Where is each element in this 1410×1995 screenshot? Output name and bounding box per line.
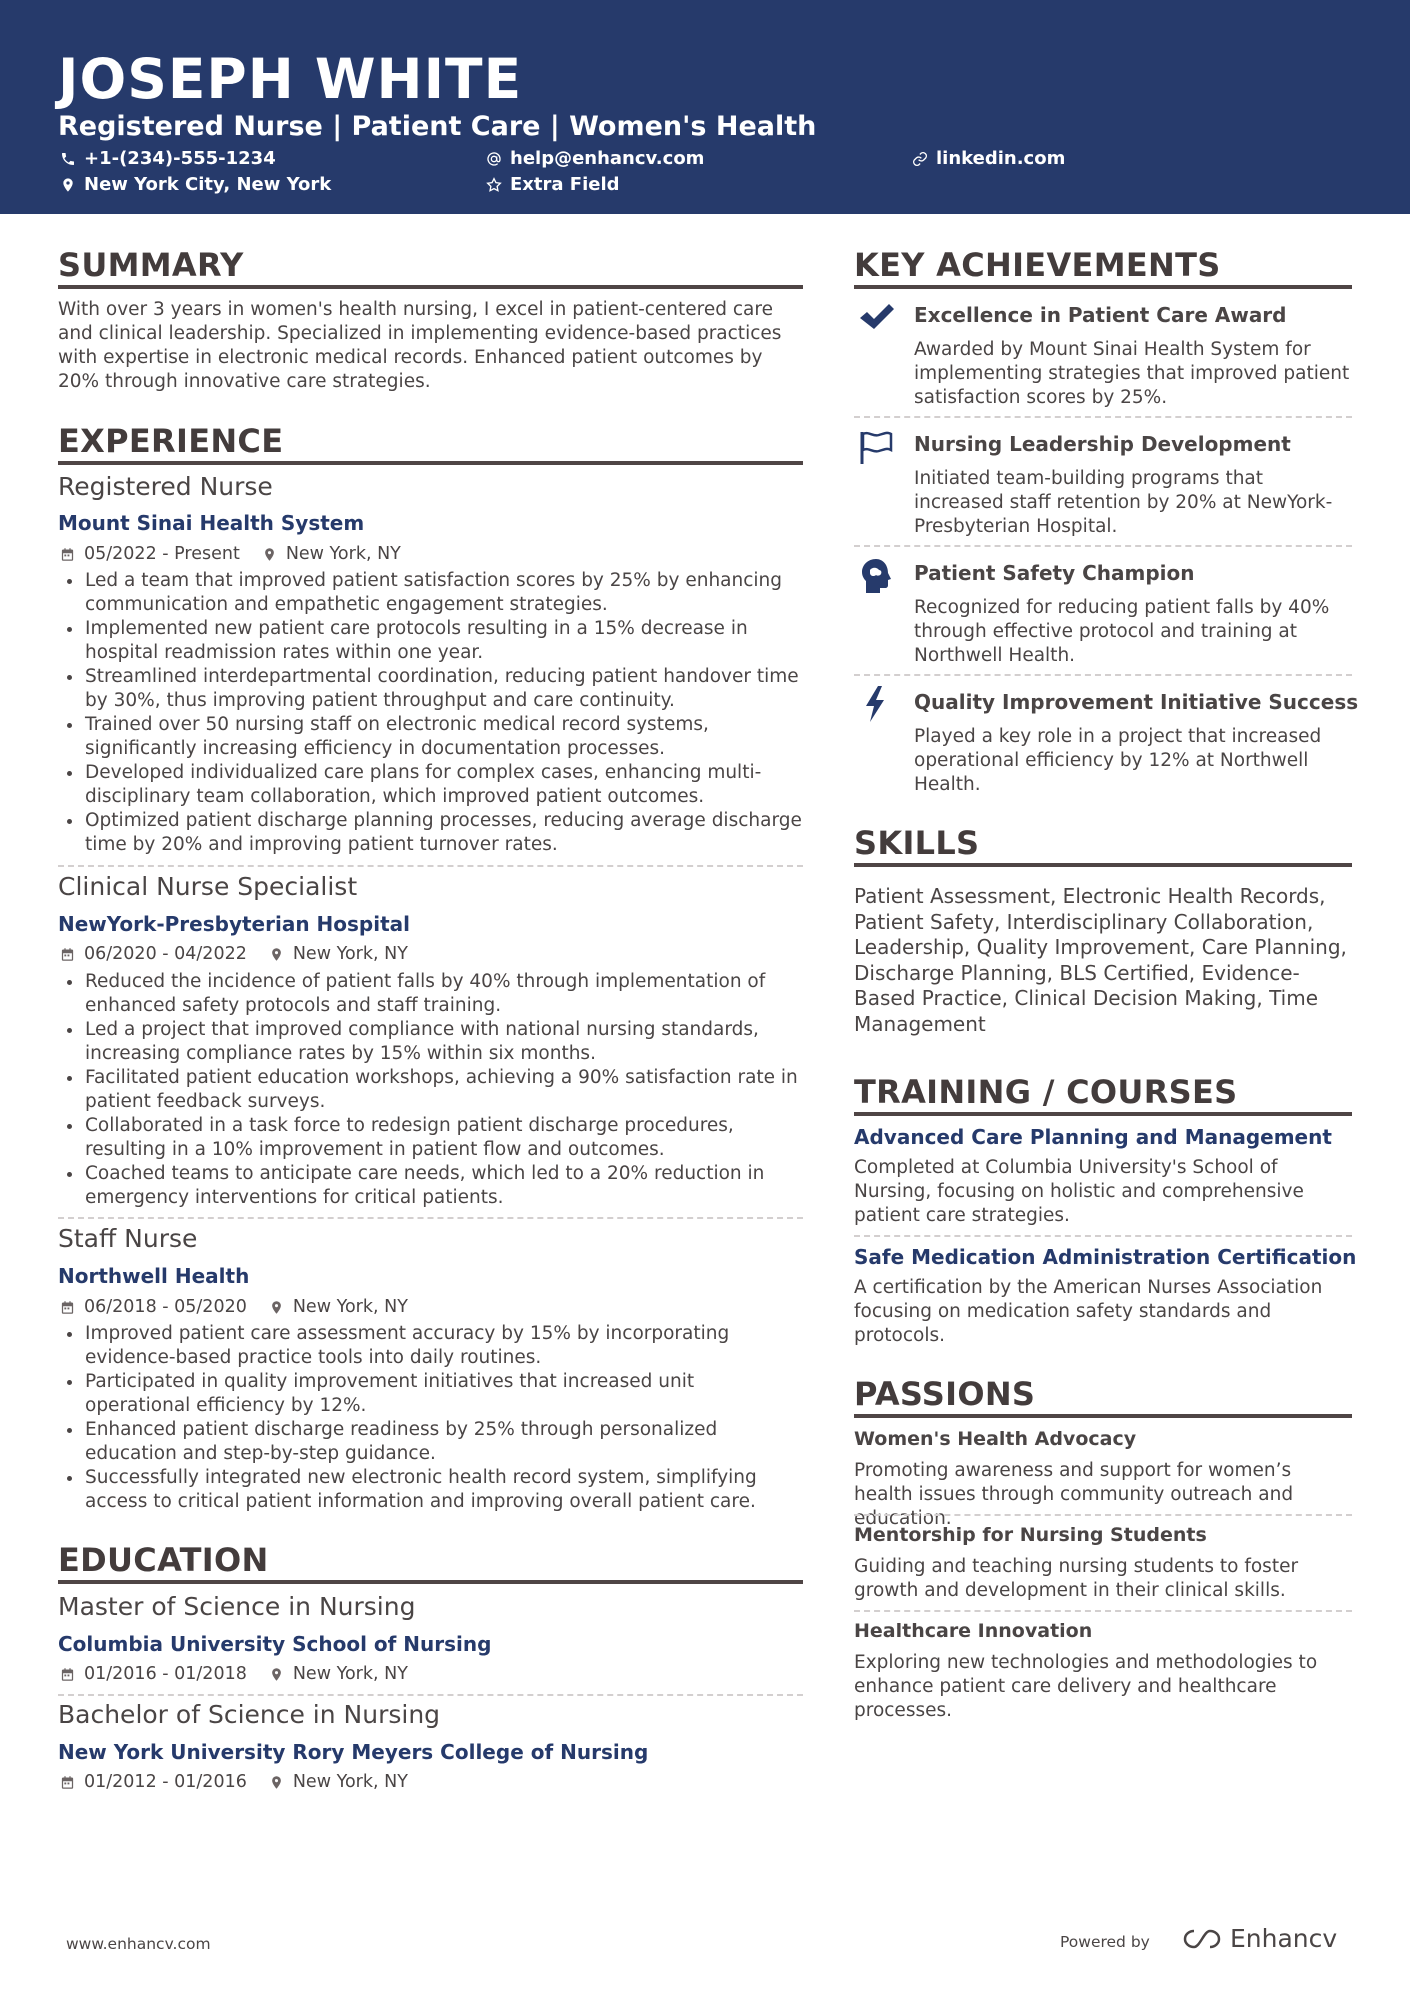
- contact-linkedin[interactable]: [912, 148, 1065, 170]
- flag-icon: [856, 428, 896, 468]
- experience-heading: EXPERIENCE: [58, 422, 284, 460]
- job-bullet: Participated in quality improvement initiatives that increased unit operational efficiency by 12%.: [58, 1370, 803, 1418]
- passion-desc: Exploring new technologies and methodologies to enhance patient care delivery and healthcare processes.: [854, 1652, 1318, 1721]
- location-pin-icon: [269, 1775, 284, 1790]
- calendar-icon: [60, 1667, 75, 1682]
- location-pin-icon: [269, 947, 284, 962]
- job-bullets: [58, 1322, 803, 1514]
- job-bullet: Led a project that improved compliance with national nursing standards, increasing compliance rates by 15% within six months.: [58, 1018, 803, 1066]
- footer-powered-by: Powered by: [1060, 1933, 1150, 1951]
- enhancv-logo-icon: [1180, 1925, 1224, 1953]
- linkedin-text: linkedin.com: [936, 148, 1066, 169]
- education-divider-dashed: [58, 1694, 803, 1696]
- calendar-icon: [60, 947, 75, 962]
- location-pin-icon: [60, 177, 76, 193]
- job-bullet: Enhanced patient discharge readiness by 25% through personalized education and step-by-step guidance.: [58, 1418, 803, 1466]
- education-location: New York, NY: [292, 1772, 408, 1792]
- achievement-divider: [854, 674, 1352, 676]
- passion-desc: Guiding and teaching nursing students to foster growth and development in their clinical skills.: [854, 1556, 1299, 1601]
- job-divider: [58, 865, 803, 867]
- candidate-name: JOSEPH WHITE: [58, 47, 523, 111]
- passion-title: Women's Health Advocacy: [854, 1428, 1137, 1450]
- job-dates: 06/2018 - 05/2020: [84, 1297, 247, 1317]
- course-title: Safe Medication Administration Certification: [854, 1245, 1357, 1269]
- achievement-desc: Awarded by Mount Sinai Health System for implementing strategies that improved patient satisfaction scores by 25%.: [914, 339, 1350, 408]
- enhancv-brand-text: Enhancv: [1230, 1924, 1338, 1953]
- location-pin-icon: [269, 1300, 284, 1315]
- job-meta: [60, 543, 401, 565]
- job-divider: [58, 1217, 803, 1219]
- candidate-title: Registered Nurse | Patient Care | Women's Health: [58, 111, 817, 142]
- passion-divider: [854, 1610, 1352, 1612]
- location-text: New York City, New York: [84, 174, 332, 195]
- job-dates: 05/2022 - Present: [84, 544, 240, 564]
- job-company: NewYork-Presbyterian Hospital: [58, 912, 410, 936]
- passions-divider: [854, 1414, 1352, 1418]
- achievement-title: Patient Safety Champion: [914, 561, 1195, 585]
- achievement-desc: Initiated team-building programs that increased staff retention by 20% at NewYork-Presbyterian Hospital.: [914, 468, 1333, 537]
- job-bullet: Led a team that improved patient satisfaction scores by 25% by enhancing communication and empathetic engagement strategies.: [58, 569, 803, 617]
- contact-email[interactable]: [486, 148, 704, 170]
- job-bullet: Reduced the incidence of patient falls by 40% through implementation of enhanced safety protocols and staff training.: [58, 970, 803, 1018]
- education-location: New York, NY: [292, 1664, 408, 1684]
- achievement-divider: [854, 416, 1352, 418]
- job-bullet: Coached teams to anticipate care needs, which led to a 20% reduction in emergency interventions for critical patients.: [58, 1162, 803, 1210]
- skills-divider: [854, 863, 1352, 867]
- footer-url[interactable]: www.enhancv.com: [66, 1935, 211, 1953]
- job-bullet: Developed individualized care plans for complex cases, enhancing multi-disciplinary team collaboration, which improved patient outcomes.: [58, 761, 803, 809]
- job-meta: [60, 1296, 408, 1318]
- course-desc: A certification by the American Nurses Association focusing on medication safety standards and protocols.: [854, 1277, 1323, 1346]
- job-bullet: Facilitated patient education workshops, achieving a 90% satisfaction rate in patient feedback surveys.: [58, 1066, 803, 1114]
- degree-title: Master of Science in Nursing: [58, 1592, 416, 1621]
- education-divider: [58, 1580, 803, 1584]
- phone-icon: [60, 151, 76, 167]
- job-meta: [60, 943, 408, 965]
- job-location: New York, NY: [292, 944, 408, 964]
- job-bullet: Optimized patient discharge planning processes, reducing average discharge time by 20% and improving patient turnover rates.: [58, 809, 803, 857]
- star-icon: [486, 177, 502, 193]
- job-bullets: [58, 970, 803, 1210]
- skills-heading: SKILLS: [854, 824, 980, 862]
- job-bullet: Successfully integrated new electronic health record system, simplifying access to critical patient information and improving overall patient care.: [58, 1466, 803, 1514]
- passion-title: Healthcare Innovation: [854, 1620, 1093, 1642]
- education-meta: [60, 1663, 408, 1685]
- degree-title: Bachelor of Science in Nursing: [58, 1700, 441, 1729]
- contact-phone[interactable]: [60, 148, 276, 170]
- school-name: New York University Rory Meyers College of Nursing: [58, 1740, 649, 1764]
- job-role: Registered Nurse: [58, 472, 273, 501]
- summary-text: With over 3 years in women's health nursing, I excel in patient-centered care and clinical leadership. Specialized in implementing evidence-based practices with expertise in electronic medical records. Enhanced patient outcomes by 20% through innovative care strategies.: [58, 299, 782, 392]
- achievement-title: Excellence in Patient Care Award: [914, 303, 1287, 327]
- job-bullet: Implemented new patient care protocols resulting in a 15% decrease in hospital readmission rates within one year.: [58, 617, 803, 665]
- achievement-title: Nursing Leadership Development: [914, 432, 1291, 456]
- job-bullet: Collaborated in a task force to redesign patient discharge procedures, resulting in a 10% improvement in patient flow and outcomes.: [58, 1114, 803, 1162]
- location-pin-icon: [269, 1667, 284, 1682]
- skills-text: Patient Assessment, Electronic Health Records, Patient Safety, Interdisciplinary Collaboration, Leadership, Quality Improvement, Care Planning, Discharge Planning, BLS Certified, Evidence-Based Practice, Clinical Decision Making, Time Management: [854, 884, 1347, 1036]
- checkmark-icon: [856, 298, 896, 338]
- job-bullet: Streamlined interdepartmental coordination, reducing patient handover time by 30%, thus improving patient throughput and care continuity.: [58, 665, 803, 713]
- achievement-desc: Played a key role in a project that increased operational efficiency by 12% at Northwell Health.: [914, 726, 1322, 795]
- achievement-title: Quality Improvement Initiative Success: [914, 690, 1359, 714]
- course-title: Advanced Care Planning and Management: [854, 1125, 1332, 1149]
- lightning-icon: [856, 684, 896, 724]
- course-divider: [854, 1235, 1352, 1237]
- passions-heading: PASSIONS: [854, 1375, 1036, 1413]
- resume-header: [0, 0, 1410, 214]
- education-dates: 01/2012 - 01/2016: [84, 1772, 247, 1792]
- phone-text: +1-(234)-555-1234: [84, 148, 276, 169]
- job-company: Mount Sinai Health System: [58, 511, 365, 535]
- achievements-heading: KEY ACHIEVEMENTS: [854, 246, 1221, 284]
- education-dates: 01/2016 - 01/2018: [84, 1664, 247, 1684]
- achievements-divider: [854, 285, 1352, 289]
- extra-field-text: Extra Field: [510, 174, 620, 195]
- achievement-divider: [854, 545, 1352, 547]
- job-role: Clinical Nurse Specialist: [58, 872, 358, 901]
- job-bullets: [58, 569, 803, 857]
- at-icon: [486, 151, 502, 167]
- job-bullet: Trained over 50 nursing staff on electronic medical record systems, significantly increasing efficiency in documentation processes.: [58, 713, 803, 761]
- calendar-icon: [60, 1775, 75, 1790]
- link-icon: [912, 151, 928, 167]
- calendar-icon: [60, 547, 75, 562]
- head-icon: [856, 556, 896, 596]
- job-role: Staff Nurse: [58, 1224, 198, 1253]
- passion-desc: Promoting awareness and support for women’s health issues through community outreach and education.: [854, 1460, 1294, 1529]
- email-text: help@enhancv.com: [510, 148, 705, 169]
- course-desc: Completed at Columbia University's School of Nursing, focusing on holistic and comprehensive patient care strategies.: [854, 1157, 1304, 1226]
- training-divider: [854, 1112, 1352, 1116]
- training-heading: TRAINING / COURSES: [854, 1073, 1238, 1111]
- passion-divider: [854, 1514, 1352, 1516]
- summary-heading: SUMMARY: [58, 246, 244, 284]
- summary-divider: [58, 285, 803, 289]
- education-heading: EDUCATION: [58, 1541, 269, 1579]
- calendar-icon: [60, 1300, 75, 1315]
- job-bullet: Improved patient care assessment accuracy by 15% by incorporating evidence-based practice tools into daily routines.: [58, 1322, 803, 1370]
- achievement-desc: Recognized for reducing patient falls by 40% through effective protocol and training at Northwell Health.: [914, 597, 1330, 666]
- job-location: New York, NY: [285, 544, 401, 564]
- contact-location: [60, 174, 331, 196]
- school-name: Columbia University School of Nursing: [58, 1632, 492, 1656]
- enhancv-logo[interactable]: [1180, 1924, 1337, 1953]
- job-company: Northwell Health: [58, 1264, 250, 1288]
- job-dates: 06/2020 - 04/2022: [84, 944, 247, 964]
- job-location: New York, NY: [292, 1297, 408, 1317]
- location-pin-icon: [262, 547, 277, 562]
- education-meta: [60, 1771, 408, 1793]
- contact-extra: [486, 174, 620, 196]
- experience-divider: [58, 461, 803, 465]
- passion-title: Mentorship for Nursing Students: [854, 1524, 1207, 1546]
